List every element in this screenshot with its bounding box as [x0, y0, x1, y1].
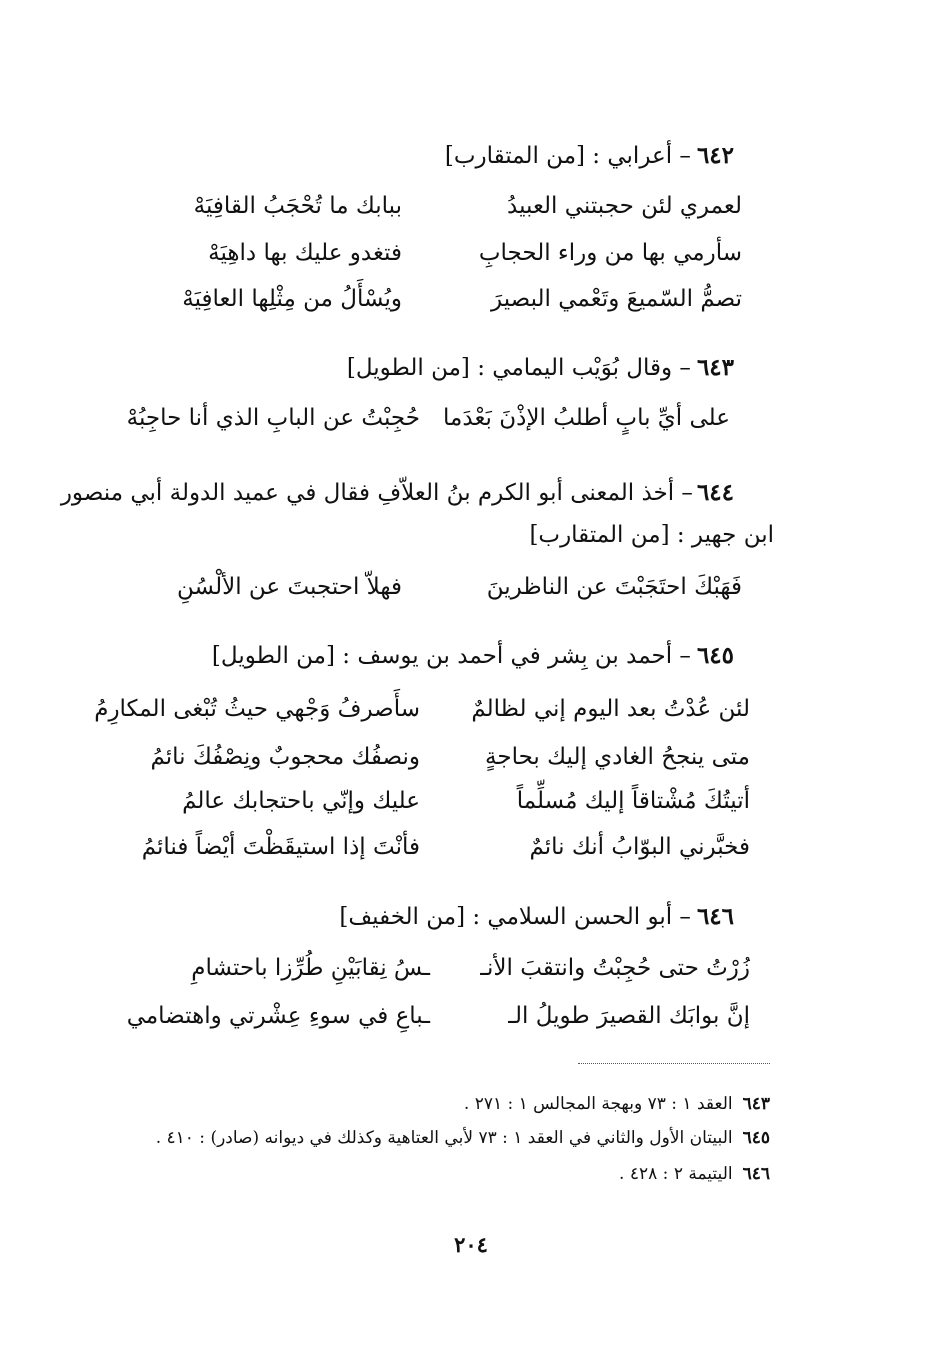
verse-second-hemistich: ويُسْأَلُ من مِثْلِها العافِيَهْ — [182, 286, 402, 312]
footnote-number: ٦٤٦ — [742, 1164, 770, 1184]
verse-second-hemistich: عليك وإنّي باحتجابك عالمُ — [182, 788, 420, 814]
entry-642-heading — [445, 142, 734, 169]
verse-line — [94, 696, 750, 736]
entry-number: ٦٤٥ — [696, 642, 734, 669]
verse-second-hemistich: ببابك ما تُحْجَبُ القافِيَهْ — [193, 193, 402, 219]
entry-number: ٦٤٤ — [696, 479, 734, 506]
verse-first-hemistich: متى ينجحُ الغادي إليك بحاجةٍ — [485, 744, 750, 770]
verse-first-hemistich: لئن عُدْتُ بعد اليوم إني لظالمٌ — [471, 696, 750, 722]
verse-first-hemistich: لعمري لئن حجبتني العبيدُ — [507, 193, 742, 219]
footnote — [156, 1128, 770, 1148]
verse-second-hemistich: ونصفُك محجوبٌ ونِصْفُكَ نائمُ — [150, 744, 420, 770]
verse-line — [140, 834, 750, 874]
entry-number: ٦٤٢ — [696, 142, 734, 169]
verse-first-hemistich: إنَّ بوابَك القصيرَ طويلُ الـ — [508, 1003, 750, 1029]
footnote-number: ٦٤٣ — [742, 1094, 770, 1114]
verse-line — [162, 240, 742, 280]
verse-first-hemistich: فخبَّرني البوّابُ أنك نائمٌ — [529, 834, 750, 860]
verse-first-hemistich: على أيِّ بابٍ أطلبُ الإذْنَ بَعْدَما — [443, 405, 730, 431]
entry-title: – وقال بُوَيْب اليمامي : [من الطويل] — [346, 355, 691, 381]
entry-title: – أحمد بن بِشر في أحمد بن يوسف : [من الطويل] — [211, 643, 691, 669]
entry-643-heading — [347, 354, 734, 381]
entry-number: ٦٤٦ — [696, 903, 734, 930]
verse-line — [140, 744, 750, 784]
verse-second-hemistich: ـباعِ في سوءِ عِشْرتي واهتضامي — [126, 1003, 430, 1029]
footnote-separator — [578, 1063, 770, 1064]
entry-644-prose — [44, 472, 774, 556]
prose-line — [44, 472, 734, 514]
verse-second-hemistich: ـسُ نِقابَيْنِ طُرِّزا باحتشامِ — [191, 955, 430, 981]
verse-line — [140, 955, 750, 995]
entry-title: – أبو الحسن السلامي : [من الخفيف] — [339, 904, 691, 930]
verse-second-hemistich: فتغدو عليك بها داهِيَهْ — [208, 240, 402, 266]
prose-line: ابن جهير : [من المتقارب] — [529, 522, 774, 548]
verse-line — [162, 286, 742, 326]
entry-number: ٦٤٣ — [696, 354, 734, 381]
verse-first-hemistich: سأرمي بها من وراء الحجابِ — [478, 240, 742, 266]
entry-646-heading — [339, 903, 734, 930]
verse-line — [126, 1003, 750, 1043]
page-number: ٢٠٤ — [454, 1232, 488, 1257]
footnote-text: العقد ١ : ٧٣ وبهجة المجالس ١ : ٢٧١ . — [463, 1094, 733, 1114]
verse-second-hemistich: حُجِبْتُ عن البابِ الذي أنا حاجِبُهْ — [126, 405, 420, 431]
verse-line — [140, 788, 750, 828]
verse-first-hemistich: زُرْتُ حتى حُجِبْتُ وانتقبَ الأنـ — [480, 955, 750, 981]
verse-second-hemistich: فأنْتَ إذا استيقَظْتَ أيْضاً فنائمُ — [141, 834, 420, 860]
footnote-text: اليتيمة ٢ : ٤٢٨ . — [619, 1164, 733, 1184]
footnote-text: البيتان الأول والثاني في العقد ١ : ٧٣ لأبي العتاهية وكذلك في ديوانه (صادر) : ٤١٠ . — [155, 1128, 733, 1148]
entry-645-heading — [212, 642, 734, 669]
verse-first-hemistich: تصمُّ السّميعَ وتَعْمي البصيرَ — [491, 286, 742, 312]
verse-line — [126, 405, 730, 445]
verse-second-hemistich: سأَصرفُ وَجْهي حيثُ تُبْغى المكارِمُ — [94, 696, 420, 722]
verse-second-hemistich: فهلاّ احتجبتَ عن الألْسُنِ — [177, 574, 402, 600]
footnote-number: ٦٤٥ — [742, 1128, 770, 1148]
footnote — [464, 1094, 770, 1114]
verse-line — [162, 574, 742, 614]
footnote — [619, 1164, 770, 1184]
prose-text: – أخذ المعنى أبو الكرم بنُ العلاّفِ فقال في عميد الدولة أبي منصور — [60, 480, 693, 506]
entry-title: – أعرابي : [من المتقارب] — [444, 143, 691, 169]
verse-first-hemistich: فَهَبْكَ احتَجَبْتَ عن الناظرينَ — [486, 574, 742, 600]
verse-line — [162, 193, 742, 233]
verse-first-hemistich: أتيتُكَ مُشْتاقاً إليك مُسلِّماً — [516, 788, 750, 814]
